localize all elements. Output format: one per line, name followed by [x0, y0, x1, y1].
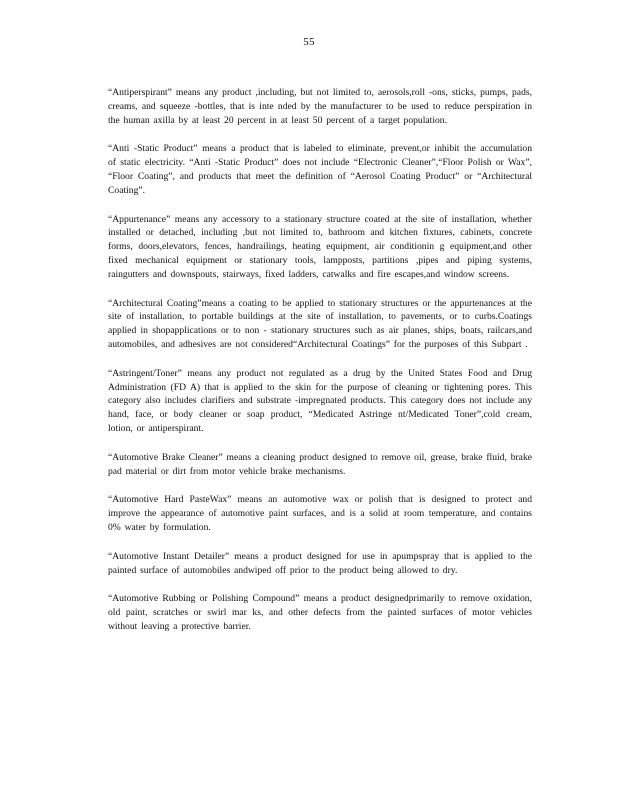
definition-architectural-coating: “Architectural Coating”means a coating to be applied to stationary structures or the appurtenances at the site of installation, to portable buildings at the site of installation, to pavements, or to curbs.Coatings applied in shopapplications or to non - stationary structures such as air planes, ships, boats, railcars,and automobiles, and adhesives are not considered“Architectural Coatings” for the purposes of this Subpart .	[108, 297, 532, 350]
definition-automotive-instant-detailer: “Automotive Instant Detailer” means a product designed for use in apumpspray that is applied to the painted surface of automobiles andwiped off prior to the product being allowed to dry.	[108, 550, 532, 576]
page-number: 55	[303, 36, 315, 48]
definitions-list	[108, 86, 532, 649]
definition-automotive-rubbing-polishing-compound: “Automotive Rubbing or Polishing Compound” means a product designedprimarily to remove oxidation, old paint, scratches or swirl mar ks, and other defects from the painted surfaces of motor vehicles without leaving a protective barrier.	[108, 593, 532, 632]
definition-antiperspirant: “Antiperspirant” means any product ,including, but not limited to, aerosols,roll -ons, sticks, pumps, pads, creams, and squeeze -bottles, that is inte nded by the manufacturer to be used to reduce perspiration in the human axilla by at least 20 percent in at least 50 percent of a target population.	[108, 87, 532, 126]
definition-automotive-hard-paste-wax: “Automotive Hard PasteWax” means an automotive wax or polish that is designed to protect and improve the appearance of automotive paint surfaces, and is a solid at room temperature, and contains 0% water by formulation.	[108, 494, 532, 533]
definition-appurtenance: “Appurtenance” means any accessory to a stationary structure coated at the site of installation, whether installed or detached, including ,but not limited to, bathroom and kitchen fixtures, cabinets, concrete forms, doors,elevators, fences, handrailings, heating equipment, air conditionin g equipment,and other fixed mechanical equipment or stationary tools, lampposts, partitions ,pipes and piping systems, raingutters and downspouts, stairways, fixed ladders, catwalks and fire escapes,and window screens.	[108, 213, 532, 280]
definition-astringent-toner: “Astringent/Toner” means any product not regulated as a drug by the United States Food and Drug Administration (FD A) that is applied to the skin for the purpose of cleaning or tightening pores. This category also includes clarifiers and substrate -impregnated products. This category does not include any hand, face, or body cleaner or soap product, “Medicated Astringe nt/Medicated Toner”,cold cream, lotion, or antiperspirant.	[108, 367, 532, 434]
definition-automotive-brake-cleaner: “Automotive Brake Cleaner” means a cleaning product designed to remove oil, grease, brake fluid, brake pad material or dirt from motor vehicle brake mechanisms.	[108, 451, 532, 477]
definition-anti-static-product: “Anti -Static Product” means a product that is labeled to eliminate, prevent,or inhibit the accumulation of static electricity. “Anti -Static Product” does not include “Electronic Cleaner”,“Floor Polish or Wax”, “Floor Coating”, and products that meet the definition of “Aerosol Coating Product” or “Architectural Coating”.	[108, 143, 532, 196]
